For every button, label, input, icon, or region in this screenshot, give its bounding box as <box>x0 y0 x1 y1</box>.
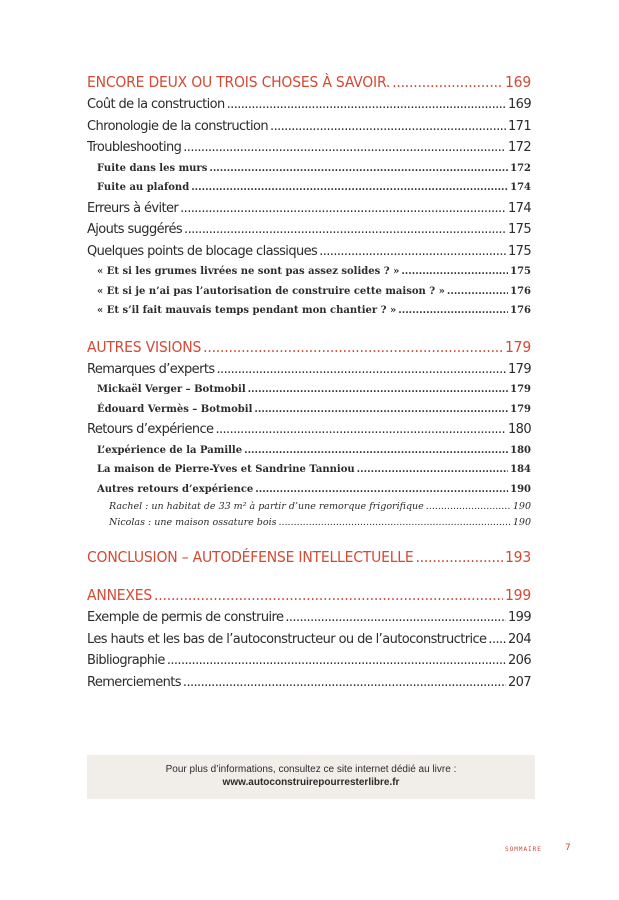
toc-entry-page: 176 <box>510 285 531 297</box>
info-text: Pour plus d’informations, consultez ce site internet dédié au livre : <box>165 764 457 775</box>
toc-entry-page: 207 <box>507 674 531 690</box>
dot-leader <box>184 219 506 241</box>
toc-entry-page: 184 <box>510 464 531 475</box>
toc-entry-title: Mickaël Verger – Botmobil <box>97 384 246 395</box>
toc-entry-title: « Et s’il fait mauvais temps pendant mon chantier ? » <box>97 305 397 316</box>
dot-leader <box>244 441 508 461</box>
toc-entry-section[interactable] <box>87 419 531 441</box>
toc-entry-page: 180 <box>507 422 531 437</box>
dot-leader <box>357 460 508 480</box>
toc-entry-title: Coût de la construction <box>87 97 225 112</box>
toc-entry-page: 199 <box>504 586 531 604</box>
toc-entry-part[interactable] <box>87 583 531 607</box>
toc-entry-page: 179 <box>510 384 531 395</box>
toc-entry-section[interactable] <box>87 94 531 116</box>
toc-entry-section[interactable] <box>87 359 531 381</box>
toc-entry-title: Exemple de permis de construire <box>87 610 284 625</box>
dot-leader <box>248 380 508 400</box>
toc-entry-page: 190 <box>512 517 531 528</box>
dot-leader <box>254 400 508 420</box>
page-number: 7 <box>565 843 571 853</box>
toc-entry-sub[interactable] <box>97 282 531 302</box>
toc-entry-page: 175 <box>507 243 531 259</box>
dot-leader <box>398 301 508 321</box>
toc-entry-page: 190 <box>512 501 531 512</box>
toc-entry-page: 204 <box>507 631 531 647</box>
toc-entry-section[interactable] <box>87 672 531 694</box>
toc-entry-part[interactable] <box>87 545 531 569</box>
toc-entry-page: 171 <box>507 118 531 134</box>
toc-entry-section[interactable] <box>87 607 531 629</box>
dot-leader <box>209 159 508 179</box>
dot-leader <box>392 70 503 94</box>
toc-entry-sub[interactable] <box>97 460 531 480</box>
toc-entry-sub[interactable] <box>97 441 531 461</box>
dot-leader <box>203 335 503 359</box>
footer-section-label: SOMMAIRE <box>505 846 542 853</box>
toc-entry-sub[interactable] <box>97 301 531 321</box>
toc-entry-title: Retours d’expérience <box>87 422 214 437</box>
toc-entry-section[interactable] <box>87 137 531 159</box>
dot-leader <box>401 262 508 282</box>
toc-entry-part[interactable] <box>87 70 531 94</box>
toc-entry-sub[interactable] <box>97 159 531 179</box>
toc-entry-title: Troubleshooting <box>87 140 182 155</box>
toc-entry-page: 190 <box>510 483 531 495</box>
toc-entry-title: La maison de Pierre-Yves et Sandrine Tanniou <box>97 464 355 475</box>
dot-leader <box>154 583 503 607</box>
toc-entry-page: 193 <box>504 548 531 566</box>
dot-leader <box>167 650 506 672</box>
toc-entry-section[interactable] <box>87 629 531 651</box>
toc-entry-title: CONCLUSION – AUTODÉFENSE INTELLECTUELLE <box>87 548 414 566</box>
toc-entry-page: 206 <box>507 653 531 668</box>
toc-entry-title: Bibliographie <box>87 653 165 668</box>
dot-leader <box>183 672 506 694</box>
toc-entry-title: Autres retours d’expérience <box>97 483 254 495</box>
toc-entry-page: 179 <box>504 337 531 356</box>
toc-entry-page: 174 <box>510 182 531 193</box>
toc-entry-page: 179 <box>510 403 531 415</box>
toc-entry-sub[interactable] <box>97 178 531 198</box>
toc-entry-title: Fuite dans les murs <box>97 162 208 174</box>
toc-entry-page: 172 <box>510 162 531 174</box>
toc-entry-title: Chronologie de la construction <box>87 118 269 134</box>
toc-entry-page: 176 <box>510 305 531 316</box>
dot-leader <box>285 607 506 629</box>
toc-entry-title: ENCORE DEUX OU TROIS CHOSES À SAVOIR. <box>87 73 391 91</box>
toc-entry-page: 180 <box>510 444 531 456</box>
toc-entry-section[interactable] <box>87 198 531 220</box>
toc-entry-title: Les hauts et les bas de l’autoconstructeur ou de l’autoconstructrice <box>87 631 487 647</box>
dot-leader <box>180 198 506 220</box>
toc-entry-section[interactable] <box>87 241 531 263</box>
toc-entry-title: Nicolas : une maison ossature bois <box>109 517 277 528</box>
dot-leader <box>215 419 506 441</box>
dot-leader <box>191 178 508 198</box>
dot-leader <box>488 629 506 651</box>
toc-entry-sub[interactable] <box>97 380 531 400</box>
toc-entry-page: 169 <box>507 97 531 112</box>
dot-leader <box>255 480 508 500</box>
toc-entry-subsub[interactable] <box>109 515 531 531</box>
toc-entry-title: Ajouts suggérés <box>87 222 183 237</box>
toc-entry-section[interactable] <box>87 116 531 138</box>
dot-leader <box>426 499 511 515</box>
toc-entry-title: Fuite au plafond <box>97 182 190 193</box>
dot-leader <box>279 515 511 531</box>
toc-entry-title: ANNEXES <box>87 586 153 604</box>
table-of-contents <box>87 70 531 693</box>
toc-entry-title: Erreurs à éviter <box>87 200 179 216</box>
website-link[interactable]: www.autoconstruirepourresterlibre.fr <box>222 777 400 788</box>
toc-entry-title: Remarques d’experts <box>87 361 215 377</box>
dot-leader <box>183 137 506 159</box>
toc-entry-title: AUTRES VISIONS <box>87 337 202 356</box>
dot-leader <box>217 359 506 381</box>
info-box <box>87 755 535 799</box>
toc-entry-sub[interactable] <box>97 480 531 500</box>
toc-entry-page: 199 <box>507 610 531 625</box>
toc-entry-title: L’expérience de la Pamille <box>97 444 243 456</box>
toc-entry-title: « Et si les grumes livrées ne sont pas assez solides ? » <box>97 266 400 277</box>
toc-entry-part[interactable] <box>87 335 531 359</box>
toc-entry-title: Quelques points de blocage classiques <box>87 243 318 259</box>
toc-entry-page: 174 <box>507 200 531 216</box>
toc-entry-sub[interactable] <box>97 262 531 282</box>
toc-entry-subsub[interactable] <box>109 499 531 515</box>
toc-entry-title: Remerciements <box>87 674 181 690</box>
toc-entry-section[interactable] <box>87 650 531 672</box>
toc-entry-page: 169 <box>504 73 531 91</box>
toc-entry-page: 179 <box>507 361 531 377</box>
dot-leader <box>227 94 506 116</box>
toc-entry-page: 172 <box>507 140 531 155</box>
toc-entry-page: 175 <box>510 266 531 277</box>
dot-leader <box>270 116 506 138</box>
toc-entry-title: Rachel : un habitat de 33 m² à partir d’une remorque frigorifique <box>109 501 424 512</box>
toc-entry-title: « Et si je n’ai pas l’autorisation de construire cette maison ? » <box>97 285 445 297</box>
toc-entry-title: Édouard Vermès – Botmobil <box>97 403 253 415</box>
dot-leader <box>415 545 503 569</box>
toc-entry-page: 175 <box>507 222 531 237</box>
toc-entry-section[interactable] <box>87 219 531 241</box>
dot-leader <box>447 282 508 302</box>
toc-entry-sub[interactable] <box>97 400 531 420</box>
dot-leader <box>319 241 506 263</box>
